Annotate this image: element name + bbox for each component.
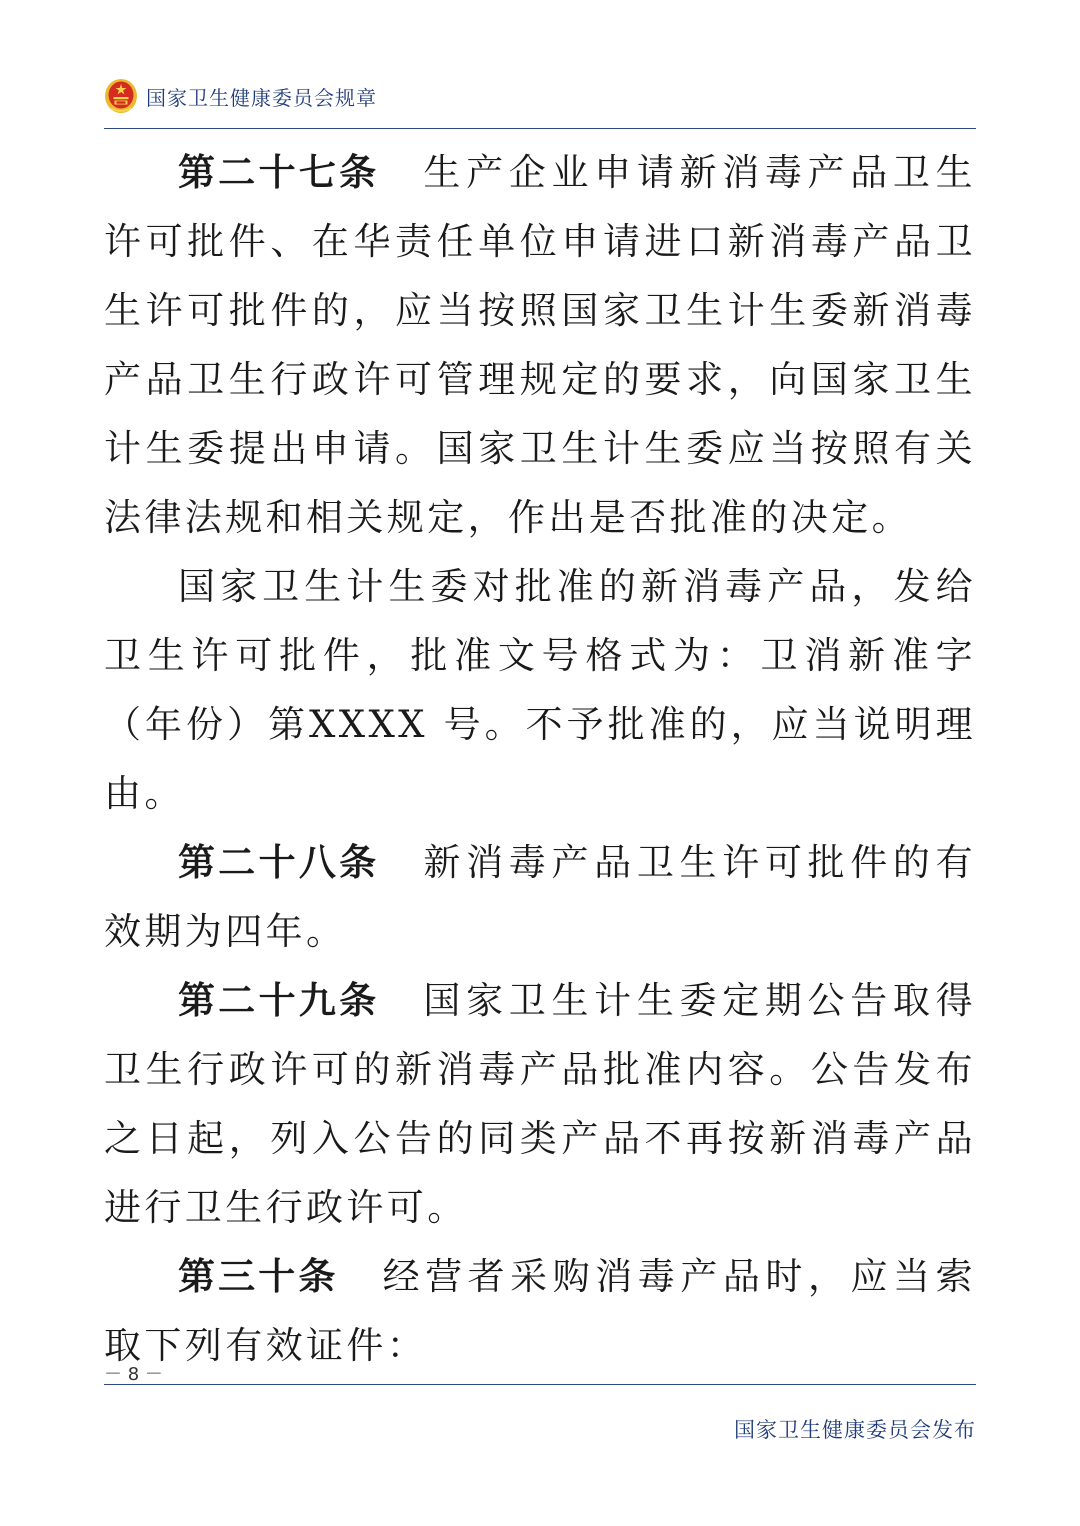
article-number: 第三十条 <box>178 1255 339 1298</box>
footer-divider <box>104 1384 976 1385</box>
page-header <box>104 76 377 116</box>
header-title: 国家卫生健康委员会规章 <box>146 85 377 110</box>
article-28 <box>104 828 976 966</box>
article-30 <box>104 1242 976 1380</box>
article-text: 新消毒产品卫生许可批件的有效期为四年。 <box>104 841 977 953</box>
article-27 <box>104 138 976 552</box>
document-body <box>104 138 976 1380</box>
article-number: 第二十八条 <box>178 841 380 884</box>
header-divider <box>104 128 976 129</box>
article-text: 经营者采购消毒产品时，应当索取下列有效证件： <box>104 1255 976 1367</box>
national-emblem-icon <box>104 78 138 114</box>
article-29 <box>104 966 976 1242</box>
article-number: 第二十七条 <box>178 151 380 194</box>
footer-publisher: 国家卫生健康委员会发布 <box>734 1418 976 1442</box>
article-27-paragraph-2: 国家卫生计生委对批准的新消毒产品，发给卫生许可批件，批准文号格式为：卫消新准字（年份）第XXXX 号。不予批准的，应当说明理由。 <box>104 565 976 815</box>
article-number: 第二十九条 <box>178 979 380 1022</box>
article-text: 国家卫生计生委定期公告取得卫生行政许可的新消毒产品批准内容。公告发布之日起，列入公告的同类产品不再按新消毒产品进行卫生行政许可。 <box>104 979 977 1229</box>
page-number: － 8 － <box>104 1364 163 1385</box>
article-text: 生产企业申请新消毒产品卫生许可批件、在华责任单位申请进口新消毒产品卫生许可批件的，应当按照国家卫生计生委新消毒产品卫生行政许可管理规定的要求，向国家卫生计生委提出申请。国家卫生计生委应当按照有关法律法规和相关规定，作出是否批准的决定。 <box>104 151 977 539</box>
